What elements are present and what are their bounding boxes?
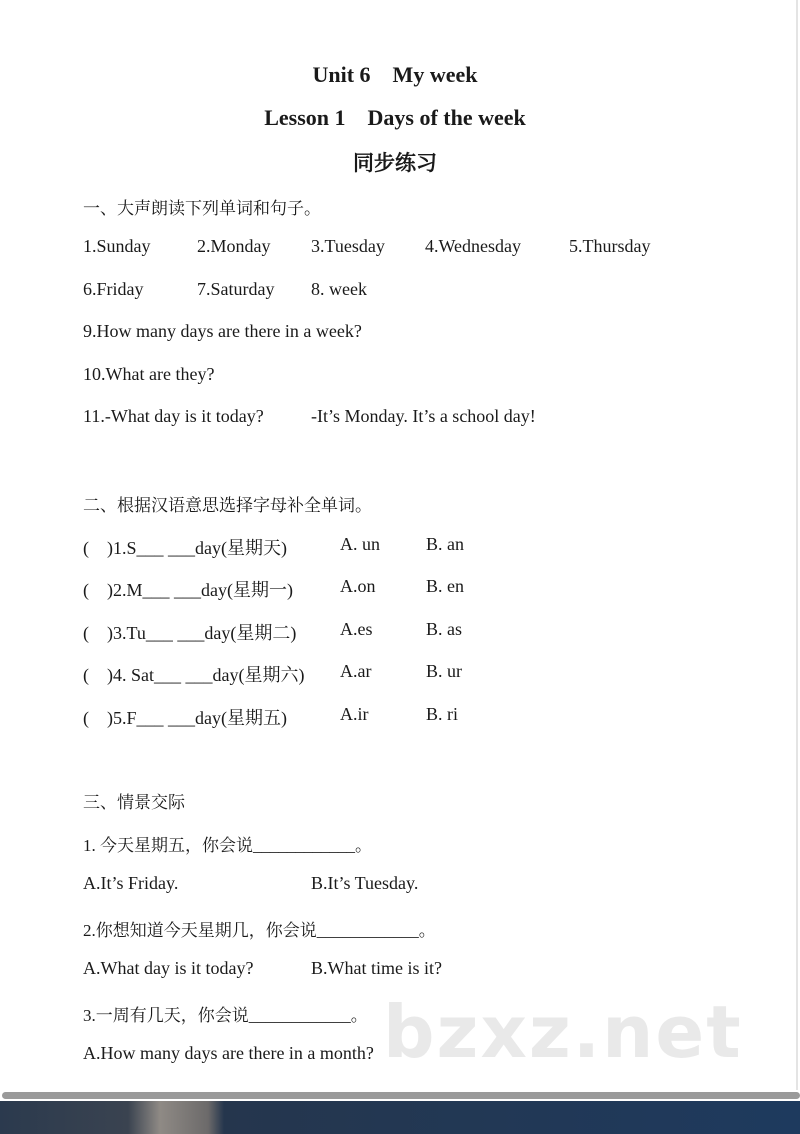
option-b: B. en: [426, 576, 464, 596]
section1-heading: 一、大声朗读下列单词和句子。: [83, 199, 321, 218]
option-a: A. un: [340, 534, 380, 554]
option-a: A.It’s Friday.: [83, 873, 179, 893]
desktop-background-strip: [0, 1101, 800, 1134]
word: 1.Sunday: [83, 236, 151, 256]
option-a: A.ar: [340, 661, 372, 681]
sentence: 10.What are they?: [83, 364, 215, 384]
unit-title: Unit 6 My week: [312, 62, 478, 87]
sentence: 9.How many days are there in a week?: [83, 321, 362, 341]
option-a: A.es: [340, 619, 373, 639]
word: 4.Wednesday: [425, 236, 522, 256]
dialog-question: 11.-What day is it today?: [83, 406, 264, 426]
option-b: B.What time is it?: [311, 958, 442, 978]
word: 5.Thursday: [569, 236, 651, 256]
question: ( )1.S___ ___day(星期天): [83, 538, 287, 558]
question: ( )5.F___ ___day(星期五): [83, 708, 287, 728]
question: ( )4. Sat___ ___day(星期六): [83, 665, 305, 685]
subtitle: 同步练习: [353, 151, 437, 175]
word: 6.Friday: [83, 279, 144, 299]
question: 2.你想知道今天星期几，你会说____________。: [83, 921, 436, 940]
word: 3.Tuesday: [311, 236, 385, 256]
question: 1. 今天星期五，你会说____________。: [83, 836, 372, 855]
option-a: A.What day is it today?: [83, 958, 254, 978]
option-b: B.It’s Tuesday.: [311, 873, 419, 893]
word: 7.Saturday: [197, 279, 275, 299]
word: 2.Monday: [197, 236, 271, 256]
question: ( )3.Tu___ ___day(星期二): [83, 623, 297, 643]
word: 8. week: [311, 279, 367, 299]
option-a: A.on: [340, 576, 376, 596]
option-b: B. ri: [426, 704, 459, 724]
option-b: B. as: [426, 619, 462, 639]
question: 3.一周有几天，你会说____________。: [83, 1006, 368, 1025]
watermark: bzxz.net: [383, 990, 743, 1074]
option-b: B. ur: [426, 661, 462, 681]
section3-heading: 三、情景交际: [83, 793, 185, 812]
option-b: B. an: [426, 534, 464, 554]
option-a: A.ir: [340, 704, 369, 724]
question: ( )2.M___ ___day(星期一): [83, 580, 293, 600]
dialog-answer: -It’s Monday. It’s a school day!: [311, 406, 536, 426]
horizontal-scrollbar-thumb[interactable]: [2, 1092, 800, 1099]
option-a: A.How many days are there in a month?: [83, 1043, 374, 1063]
lesson-title: Lesson 1 Days of the week: [264, 105, 526, 130]
section2-heading: 二、根据汉语意思选择字母补全单词。: [83, 496, 372, 515]
